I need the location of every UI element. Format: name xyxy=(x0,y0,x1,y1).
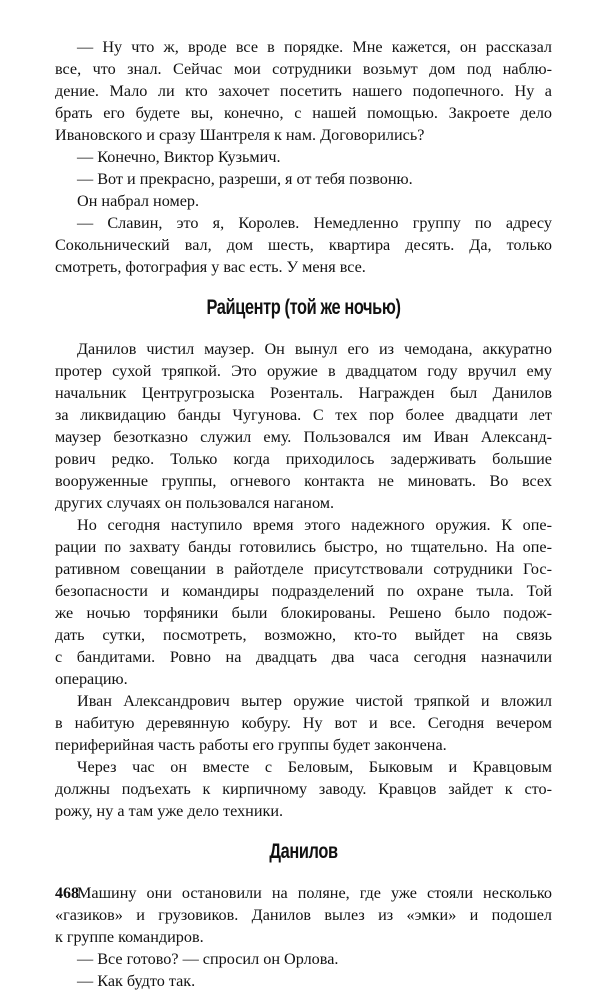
text-line: других случаях он пользовался наганом. xyxy=(55,494,335,512)
text-column xyxy=(55,36,552,992)
text-line: вооруженные группы, огневого контакта не миновать. Во всех xyxy=(55,472,552,490)
text-line: протер сухой тряпкой. Это оружие в двадцатом году вручил ему xyxy=(55,362,552,380)
text-line: — Вот и прекрасно, разреши, я от тебя позвоню. xyxy=(77,170,413,188)
text-line: рожу, ну а там уже дело техники. xyxy=(55,802,284,820)
text-line: — Ну что ж, вроде все в порядке. Мне кажется, он рассказал xyxy=(77,38,552,56)
text-line: Он набрал номер. xyxy=(77,192,200,210)
text-line: к группе командиров. xyxy=(55,928,204,946)
text-line: Но сегодня наступило время этого надежного оружия. К опе- xyxy=(77,516,552,534)
section-heading-danilov: Данилов xyxy=(269,840,338,863)
text-line: должны подъехать к кирпичному заводу. Кравцов зайдет к сто- xyxy=(55,780,552,798)
text-line: смотреть, фотография у вас есть. У меня все. xyxy=(55,258,366,276)
paragraph-block-2 xyxy=(55,338,552,822)
text-line: ративном совещании в райотделе присутствовали сотрудники Гос- xyxy=(55,560,552,578)
section-heading-raitsentr: Райцентр (той же ночью) xyxy=(206,296,401,319)
text-line: дение. Мало ли кто захочет посетить нашего подопечного. Ну а xyxy=(55,82,552,100)
text-line: операцию. xyxy=(55,670,128,688)
text-line: Через час он вместе с Беловым, Быковым и Кравцовым xyxy=(77,758,552,776)
text-line: — Славин, это я, Королев. Немедленно группу по адресу xyxy=(77,214,552,232)
text-line: безопасности и командиры подразделений по охране тыла. Той xyxy=(55,582,552,600)
text-line: «газиков» и грузовиков. Данилов вылез из «эмки» и подошел xyxy=(55,906,552,924)
text-line: периферийная часть работы его группы будет закончена. xyxy=(55,736,447,754)
text-line: с бандитами. Ровно на двадцать два часа сегодня назначили xyxy=(55,648,552,666)
text-line: за ликвидацию банды Чугунова. С тех пор более двадцати лет xyxy=(55,406,552,424)
text-line: все, что знал. Сейчас мои сотрудники возьмут дом под наблю- xyxy=(55,60,552,78)
page-number: 468 xyxy=(55,885,79,902)
text-line: Ивановского и сразу Шантреля к нам. Договорились? xyxy=(55,126,425,144)
text-line: в набитую деревянную кобуру. Ну вот и все. Сегодня вечером xyxy=(55,714,552,732)
text-line: маузер безотказно служил ему. Пользовался им Иван Александ- xyxy=(55,428,552,446)
text-line: дать сутки, посмотреть, возможно, кто-то выйдет на связь xyxy=(55,626,552,644)
text-line: же ночью торфяники были блокированы. Решено было подож- xyxy=(55,604,552,622)
text-line: Данилов чистил маузер. Он вынул его из чемодана, аккуратно xyxy=(77,340,552,358)
text-line: Иван Александрович вытер оружие чистой тряпкой и вложил xyxy=(77,692,552,710)
text-line: — Как будто так. xyxy=(77,972,196,990)
text-line: Сокольнический вал, дом шесть, квартира десять. Да, только xyxy=(55,236,552,254)
text-line: — Конечно, Виктор Кузьмич. xyxy=(77,148,281,166)
text-line: Машину они остановили на поляне, где уже стояли несколько xyxy=(77,884,552,902)
text-line: брать его будете вы, конечно, с нашей помощью. Закроете дело xyxy=(55,104,552,122)
text-line: рации по захвату банды готовились быстро, но тщательно. На опе- xyxy=(55,538,552,556)
text-line: рович редко. Только когда приходилось задерживать большие xyxy=(55,450,552,468)
paragraph-block-3 xyxy=(55,882,552,992)
text-line: — Все готово? — спросил он Орлова. xyxy=(77,950,339,968)
paragraph-block-1 xyxy=(55,36,552,278)
text-line: начальник Центругрозыска Розенталь. Награжден был Данилов xyxy=(55,384,552,402)
